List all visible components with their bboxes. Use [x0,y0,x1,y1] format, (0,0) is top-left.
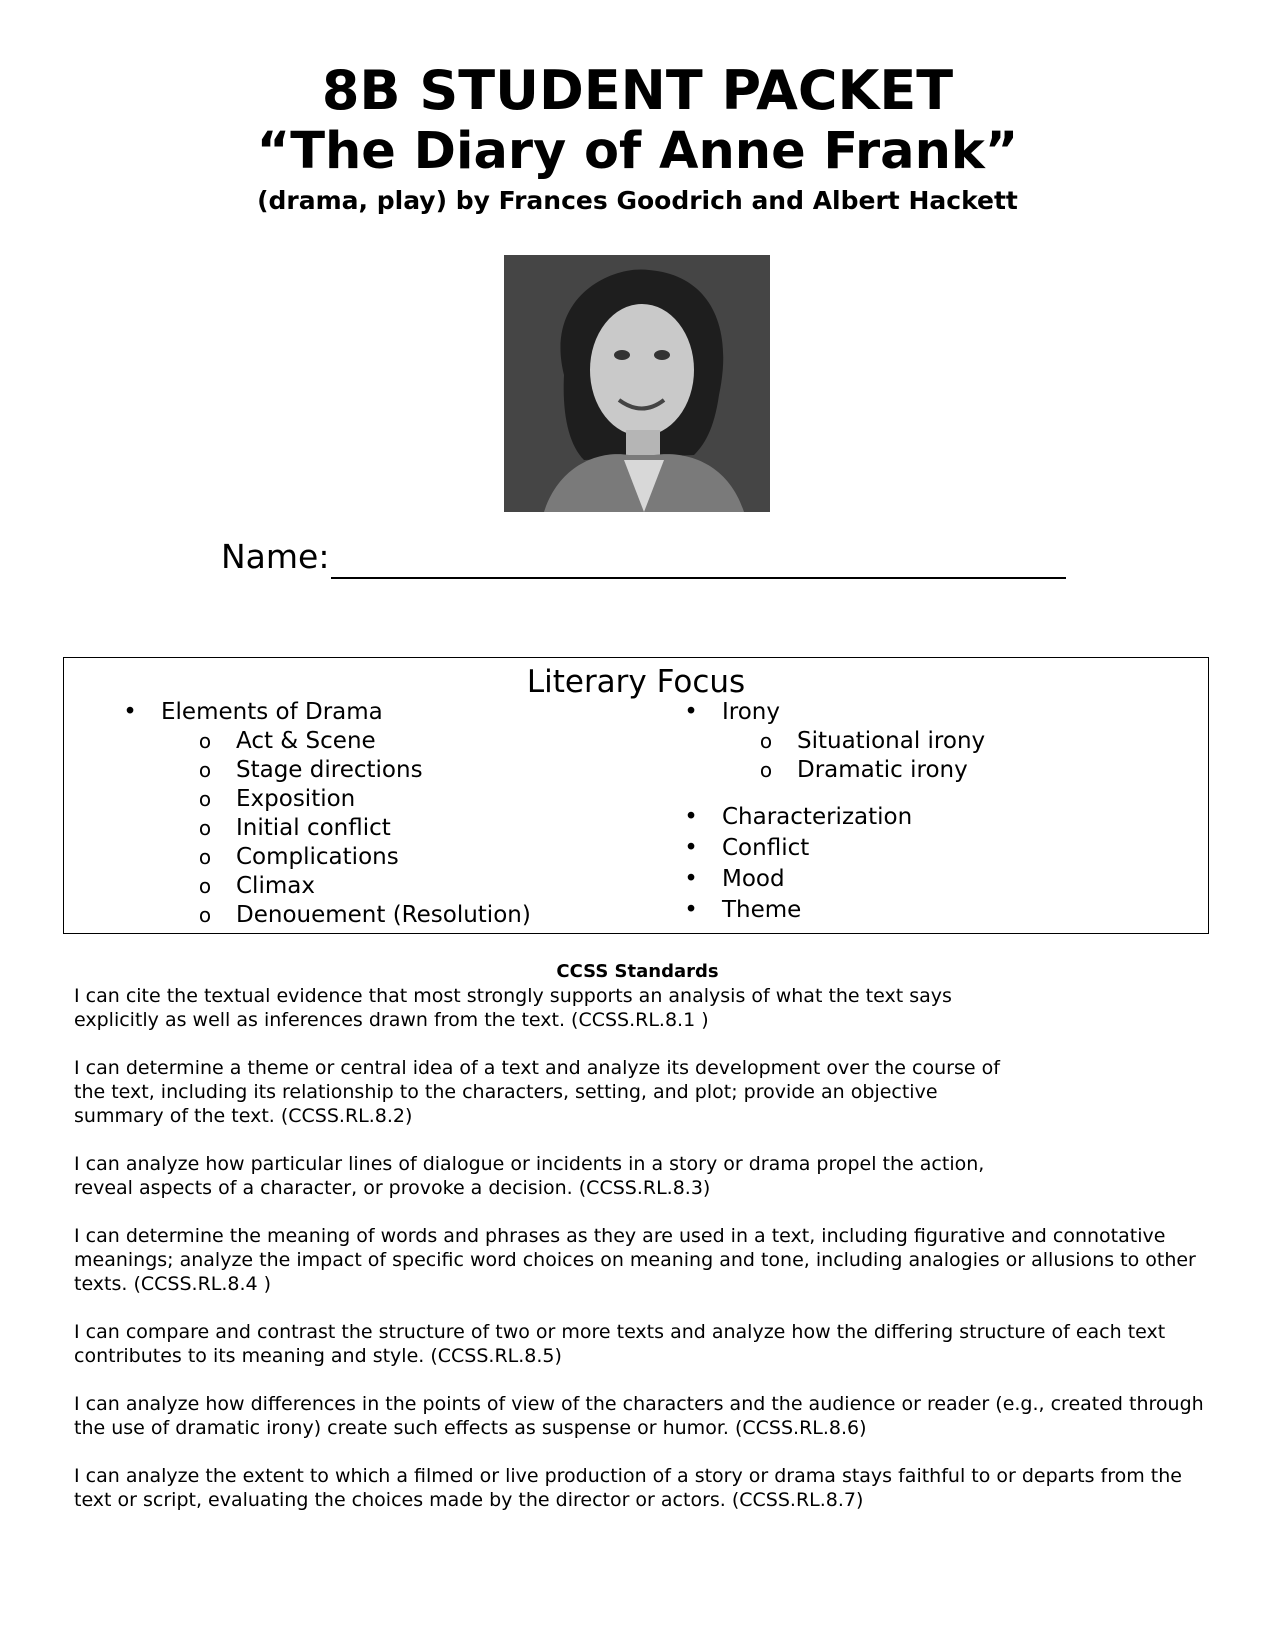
circle-bullet-icon: o [759,729,773,753]
bullet-icon: • [684,866,698,892]
name-field[interactable] [221,535,1066,579]
bullet-icon: • [684,835,698,861]
page-title: 8B STUDENT PACKET [321,59,954,122]
standard-paragraph: I can determine the meaning of words and phrases as they are used in a text, including figurative and connotative meanings; analyze the impact of specific word choices on meaning and tone, including analogies or allusions to other texts. (CCSS.RL.8.4 ) [74,1225,1196,1295]
portrait-photo [504,255,770,512]
subtitle: (drama, play) by Frances Goodrich and Albert Hackett [257,186,1018,215]
circle-bullet-icon: o [198,816,212,840]
standard-paragraph: I can determine a theme or central idea of a text and analyze its development over the course of the text, including its relationship to the characters, setting, and plot; provide an objective summary of the text. (CCSS.RL.8.2) [74,1057,1000,1127]
list-item: • Characterization [681,802,756,833]
bullet-icon: • [123,699,137,725]
list-item: • Mood [681,864,756,895]
standard-paragraph: I can compare and contrast the structure of two or more texts and analyze how the differing structure of each text contributes to its meaning and style. (CCSS.RL.8.5) [74,1321,1166,1367]
circle-bullet-icon: o [759,758,773,782]
list-item: • Conflict [681,833,756,864]
circle-bullet-icon: o [198,874,212,898]
bullet-icon: • [684,804,698,830]
list-item: • Elements of Drama [120,698,195,727]
name-label: Name: [221,537,330,576]
ccss-heading: CCSS Standards [556,961,719,982]
standard-paragraph: I can cite the textual evidence that most strongly supports an analysis of what the text says explicitly as well as inferences drawn from the text. (CCSS.RL.8.1 ) [74,985,952,1031]
standard-paragraph: I can analyze the extent to which a filmed or live production of a story or drama stays faithful to or departs from the text or script, evaluating the choices made by the director or actors. (CCSS.RL.8.7) [74,1465,1182,1511]
standards-list [74,984,1214,1536]
spacer [681,785,756,802]
list-item: • Theme [681,895,756,926]
standard-paragraph: I can analyze how differences in the points of view of the characters and the audience or reader (e.g., created through the use of dramatic irony) create such effects as suspense or humor. (CCSS.RL.8.6) [74,1393,1204,1439]
book-title: “The Diary of Anne Frank” [256,122,1019,181]
literary-focus-right-column: • Irony o Situational irony o Dramatic irony • Characterization • Conflict • Mood • Theme [681,698,756,926]
bullet-icon: • [684,699,698,725]
bullet-icon: • [684,897,698,923]
title-block [0,60,1275,218]
circle-bullet-icon: o [198,729,212,753]
list-item: • Irony [681,698,756,727]
name-blank-line [331,543,1066,579]
circle-bullet-icon: o [198,845,212,869]
literary-focus-title: Literary Focus [526,664,746,700]
circle-bullet-icon: o [198,758,212,782]
standard-paragraph: I can analyze how particular lines of dialogue or incidents in a story or drama propel the action, reveal aspects of a character, or provoke a decision. (CCSS.RL.8.3) [74,1153,985,1199]
literary-focus-left-column: • Elements of Drama o Act & Scene o Stage directions o Exposition o Initial conflict o Complications o Climax o Denouement (Resolution) [120,698,195,930]
literary-focus-box [63,657,1209,934]
circle-bullet-icon: o [198,787,212,811]
circle-bullet-icon: o [198,903,212,927]
